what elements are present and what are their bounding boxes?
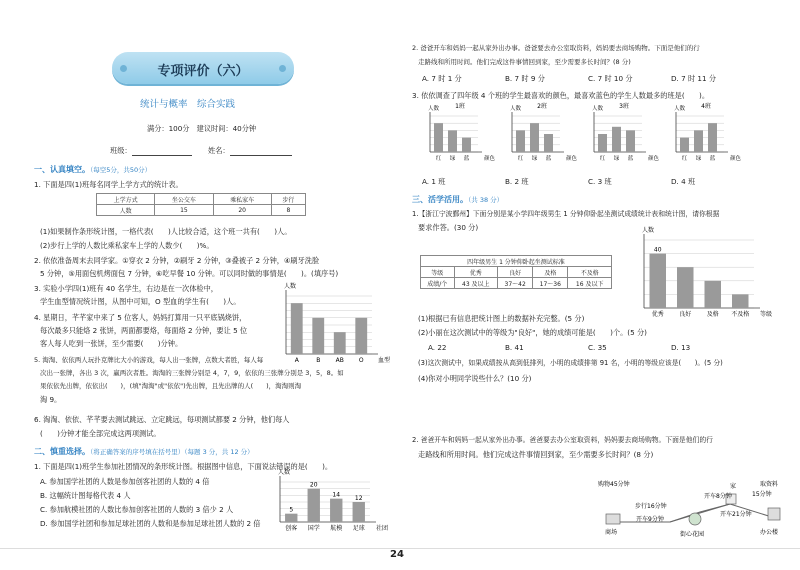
class-charts	[422, 102, 752, 168]
r-p1: (1)根据已有信息把统计图上的数据补充完整。(5 分)	[418, 314, 585, 323]
x-axis-label: 等级	[760, 311, 773, 318]
tick-label: 绿	[695, 156, 702, 162]
section1-title: 一、认真填空。	[34, 165, 90, 174]
y-axis-label: 人数	[278, 469, 291, 476]
bar	[705, 281, 722, 308]
table-cell: 15	[155, 205, 213, 216]
y-axis-label: 人数	[642, 227, 655, 234]
tick-label: O	[358, 357, 364, 364]
table-cell: 16 及以下	[568, 278, 612, 289]
table-cell: 20	[213, 205, 271, 216]
class-chart-title: 1班	[455, 103, 465, 110]
tick-label: 不及格	[731, 311, 750, 318]
class-field	[110, 146, 192, 156]
s1-q1a: (1)如果制作条形统计图，一格代表( )人比较合适，这个班一共有( )人。	[40, 227, 292, 236]
bar	[330, 499, 342, 522]
map-mall: 商场	[605, 529, 618, 536]
office-icon	[768, 508, 780, 520]
section2-points: （将正确答案的序号填在括号里）（每题 3 分，共 12 分）	[90, 448, 254, 456]
s2-q1: 1. 下面是四(1)班学生参加社团情况的条形统计图。根据图中信息，下面说法错误的是( )。	[34, 462, 333, 471]
map-drive21: 开车21分钟	[720, 511, 752, 518]
class-chart-title: 3班	[619, 103, 629, 110]
table-cell: 43 及以上	[454, 278, 498, 289]
s1-q6a: 6. 淘淘、依依、芊芊要去测试跳远、立定跳远，每项测试都要 2 分钟，他们每人	[34, 415, 290, 424]
map-home: 家	[730, 483, 737, 490]
tick-label: 绿	[449, 156, 456, 162]
r-s3-q1b: 要求作答。(30 分)	[418, 223, 479, 232]
r-q2b: 走路线和所用时间。他们完成这件事情回到家，至少需要多长时间？(8 分)	[418, 58, 631, 66]
bar	[544, 134, 553, 152]
r-p2-optC: C. 35	[588, 343, 607, 352]
r-q3-optB: B. 2 班	[505, 177, 529, 186]
data-label: 14	[332, 491, 341, 499]
bar	[334, 332, 346, 354]
r-s3-q2a: 2. 爸爸开车和妈妈一起从家外出办事。爸爸要去办公室取资料，妈妈要去商场购物。下面是他们的行	[412, 436, 713, 444]
s1-q2a: 2. 依依准备周末去同学家。①穿衣 2 分钟，②刷牙 2 分钟，③叠被子 2 分钟，④刷牙洗脸	[34, 256, 320, 265]
club-chart-svg	[272, 469, 389, 532]
s2-optD: D. 参加国学社团和参加足球社团的人数和是参加足球社团人数的 2 倍	[40, 519, 261, 528]
data-label: 5	[289, 506, 294, 514]
page-title: 专项评价（六）	[157, 64, 249, 79]
bar	[434, 123, 443, 152]
s2-optB: B. 这幅统计图每格代表 4 人	[40, 491, 131, 500]
section2-heading	[34, 446, 254, 457]
map-office: 办公楼	[760, 529, 779, 536]
section3-points: （共 38 分）	[468, 196, 504, 204]
r-s3-q1: 1.【浙江宁波鄞州】下面分别是某小学四年级男生 1 分钟仰卧起坐测试成绩统计表和统计图，请你根据	[412, 210, 720, 218]
bar	[285, 514, 297, 522]
grade-chart-svg	[632, 227, 782, 320]
r-p3: (3)这次测试中，如果成绩按从高到低排列，小明的成绩排第 91 名，小明的等级应该是( )。(5 分)	[418, 359, 723, 367]
bar	[308, 489, 320, 522]
table-header: 不及格	[568, 267, 612, 278]
section1-heading	[34, 164, 151, 175]
s1-q3a: 3. 实验小学四(1)班有 40 名学生，右边是在一次体检中，	[34, 284, 218, 293]
r-q3-optA: A. 1 班	[422, 177, 446, 186]
table-header: 步行	[271, 194, 305, 205]
club-chart	[272, 469, 389, 536]
route-map-svg	[600, 474, 785, 544]
map-fetch-time: 15分钟	[752, 491, 772, 498]
section3-heading	[412, 194, 503, 205]
page-subtitle: 统计与概率 综合实践	[140, 99, 236, 110]
tick-label: A	[294, 357, 299, 364]
table-header: 等级	[421, 267, 455, 278]
table-cell: 37～42	[498, 278, 533, 289]
table-header: 上学方式	[97, 194, 155, 205]
bar	[680, 138, 689, 152]
s1-q1: 1. 下面是四(1)班每名同学上学方式的统计表。	[34, 180, 183, 189]
bar	[708, 123, 717, 152]
r-s3-q2b: 走路线和所用时间。他们完成这件事情回到家，至少需要多长时间？(8 分)	[418, 450, 654, 459]
s2-optA: A. 参加国学社团的人数是参加创客社团的人数的 4 倍	[40, 477, 210, 486]
map-garden: 街心花园	[680, 531, 705, 538]
s1-q5b: 次出一张牌，各出 3 次，赢两次者胜。淘淘的三张牌分别是 4，7，9，依依的三张牌分别是 3，5，8。如	[40, 369, 344, 377]
y-axis-label: 人数	[674, 106, 686, 112]
tick-label: 蓝	[545, 156, 552, 162]
blood-chart-svg	[278, 282, 391, 364]
tick-label: 国学	[307, 525, 320, 532]
r-q2a: 2. 爸爸开车和妈妈一起从家外出办事。爸爸要去办公室取资料，妈妈要去商场购物。下面是他们的行	[412, 44, 700, 52]
bar	[291, 303, 303, 354]
r-q2-optD: D. 7 时 11 分	[671, 74, 717, 83]
commute-table	[96, 193, 306, 216]
x-axis-label: 颜色	[730, 156, 742, 162]
r-p2-optA: A. 22	[428, 343, 447, 352]
table-cell: 17～36	[533, 278, 568, 289]
bar	[530, 123, 539, 152]
tick-label: 红	[599, 156, 606, 162]
bar	[353, 502, 365, 522]
s1-q1b: (2)步行上学的人数比乘私家车上学的人数少( )%。	[40, 241, 214, 250]
bar	[694, 130, 703, 152]
table-row	[421, 278, 612, 289]
r-p4: (4)你对小明同学说些什么？(10 分)	[418, 374, 532, 383]
class-label: 班级：	[110, 146, 132, 155]
table-header: 坐公交车	[155, 194, 213, 205]
r-p2-optB: B. 41	[505, 343, 524, 352]
table-row	[97, 194, 306, 205]
x-axis-label: 颜色	[484, 156, 496, 162]
table-header: 优秀	[454, 267, 498, 278]
r-q2-optC: C. 7 时 10 分	[588, 74, 633, 83]
x-axis-label: 血型	[378, 357, 391, 364]
data-label: 40	[653, 246, 662, 254]
bar	[650, 254, 667, 308]
tick-label: 绿	[613, 156, 620, 162]
table-row	[421, 256, 612, 267]
tick-label: 蓝	[463, 156, 470, 162]
section2-title: 二、慎重选择。	[34, 447, 90, 456]
s1-q4c: 客人每人吃到一张饼，至少需要( )分钟。	[40, 339, 183, 348]
class-chart-title: 2班	[537, 103, 547, 110]
section1-points: （每空5分，共50分）	[90, 166, 152, 174]
bar	[355, 318, 367, 354]
mall-icon	[606, 514, 620, 524]
table-row-label: 人数	[97, 205, 155, 216]
garden-icon	[689, 513, 701, 525]
y-axis-label: 人数	[592, 106, 604, 112]
s2-optC: C. 参加航模社团的人数比参加创客社团的人数的 3 倍少 2 人	[40, 505, 234, 514]
bar	[598, 134, 607, 152]
r-p2: (2)小丽在这次测试中的等级为"良好"，她的成绩可能是( )个。(5 分)	[418, 328, 647, 337]
s1-q5d: 淘 9。	[40, 395, 62, 404]
map-walk: 步行16分钟	[635, 503, 667, 510]
tick-label: 红	[517, 156, 524, 162]
name-input-line[interactable]	[230, 146, 292, 156]
class-input-line[interactable]	[132, 146, 192, 156]
score-table	[420, 255, 612, 289]
bar	[677, 267, 694, 308]
route-line	[612, 504, 730, 522]
s1-q4b: 每次最多只能烙 2 张饼，两面都要烙，每面烙 2 分钟，要让 5 位	[40, 326, 248, 335]
y-axis-label: 人数	[428, 106, 440, 112]
table-row	[97, 205, 306, 216]
bar	[462, 138, 471, 152]
r-q3-optC: C. 3 班	[588, 177, 612, 186]
s1-q3b: 学生血型情况统计图，从图中可知，O 型血的学生有( )人。	[40, 297, 241, 306]
name-field	[208, 146, 292, 156]
table-header: 乘私家车	[213, 194, 271, 205]
section3-title: 三、活学活用。	[412, 195, 468, 204]
y-axis-label: 人数	[284, 283, 297, 290]
blood-chart	[278, 282, 391, 366]
tick-label: 航模	[330, 525, 343, 532]
bar	[516, 130, 525, 152]
table-cell: 8	[271, 205, 305, 216]
table-row-label: 成绩/个	[421, 278, 455, 289]
map-drive8: 开车8分钟	[704, 493, 732, 500]
tick-label: 良好	[679, 311, 692, 318]
r-q3-optD: D. 4 班	[671, 177, 696, 186]
grade-chart	[632, 227, 782, 324]
bar	[312, 318, 324, 354]
tick-label: 足球	[352, 525, 365, 532]
table-row	[421, 267, 612, 278]
table-header: 良好	[498, 267, 533, 278]
tick-label: 红	[435, 156, 442, 162]
x-axis-label: 颜色	[566, 156, 578, 162]
x-axis-label: 颜色	[648, 156, 660, 162]
r-q2-optA: A. 7 时 1 分	[422, 74, 462, 83]
bar	[732, 294, 749, 308]
title-banner	[112, 52, 294, 84]
route-map	[600, 474, 785, 548]
name-label: 姓名：	[208, 146, 230, 155]
tick-label: 蓝	[709, 156, 716, 162]
s1-q6b: ( )分钟才能全部完成这两项测试。	[40, 429, 161, 438]
tick-label: B	[316, 357, 321, 364]
tick-label: 绿	[531, 156, 538, 162]
tick-label: 优秀	[651, 311, 664, 318]
score-table-title: 四年级男生 1 分钟仰卧起坐测试标准	[421, 256, 612, 267]
r-q2-optB: B. 7 时 9 分	[505, 74, 545, 83]
map-shop: 购物45分钟	[598, 481, 630, 488]
tick-label: AB	[335, 357, 344, 364]
bar	[626, 130, 635, 152]
tick-label: 蓝	[627, 156, 634, 162]
tick-label: 创客	[285, 525, 298, 532]
data-label: 12	[354, 495, 363, 502]
s1-q5c: 果依依先出牌，依依出( )，(填"淘淘"或"依依")先出牌，且先出牌的人( )，淘淘则淘	[40, 382, 302, 390]
page-meta: 满分：100分 建议时间：40分钟	[147, 124, 257, 133]
class-chart-title: 4班	[701, 103, 711, 110]
x-axis-label: 社团	[376, 525, 389, 532]
bar	[612, 127, 621, 152]
bar	[448, 130, 457, 152]
table-header: 及格	[533, 267, 568, 278]
data-label: 20	[309, 481, 318, 489]
tick-label: 及格	[706, 311, 719, 318]
y-axis-label: 人数	[510, 106, 522, 112]
tick-label: 红	[681, 156, 688, 162]
page-number: 24	[390, 549, 404, 560]
class-charts-svg	[422, 102, 752, 164]
r-q3: 3. 依依调查了四年级 4 个班的学生最喜欢的颜色，最喜欢蓝色的学生人数最多的班是( )。	[412, 91, 710, 100]
map-drive9: 开车9分钟	[636, 516, 664, 523]
s1-q2b: 5 分钟，⑤用面包机烤面包 7 分钟，⑥吃早餐 10 分钟。可以同时做的事情是( )。(填序号)	[40, 269, 339, 278]
r-p2-optD: D. 13	[671, 343, 691, 352]
s1-q5a: 5. 淘淘、依依两人玩扑克牌比大小的游戏，每人出一张牌，点数大者胜，每人每	[34, 356, 264, 364]
map-fetch: 取资料	[760, 481, 779, 488]
s1-q4a: 4. 星期日，芊芊家中来了 5 位客人，妈妈打算用一只平底锅烧饼，	[34, 313, 247, 322]
